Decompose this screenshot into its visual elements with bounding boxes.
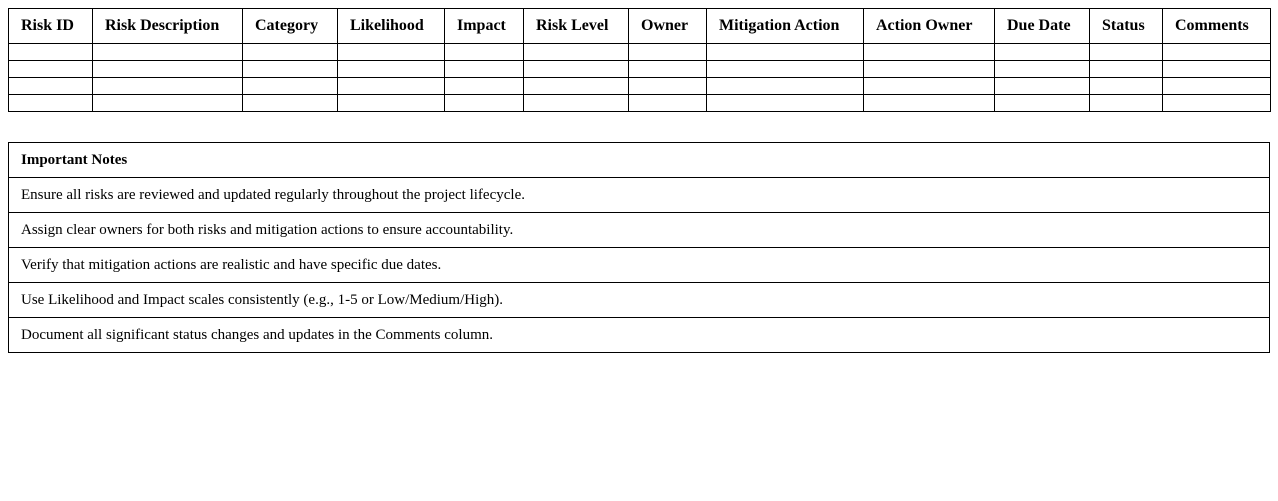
column-header-likelihood: Likelihood (338, 9, 445, 44)
table-cell (9, 44, 93, 61)
table-cell (338, 61, 445, 78)
table-cell (629, 61, 707, 78)
table-cell (1163, 78, 1271, 95)
note-row (9, 318, 1270, 353)
table-cell (93, 44, 243, 61)
table-cell (995, 44, 1090, 61)
table-cell (243, 44, 338, 61)
risk-register-table (8, 8, 1271, 112)
column-header-action-owner: Action Owner (864, 9, 995, 44)
table-cell (707, 44, 864, 61)
table-cell (93, 95, 243, 112)
table-cell (1163, 61, 1271, 78)
note-text: Verify that mitigation actions are realistic and have specific due dates. (9, 248, 1270, 283)
table-row (9, 44, 1271, 61)
note-text: Assign clear owners for both risks and mitigation actions to ensure accountability. (9, 213, 1270, 248)
document-body (8, 8, 1270, 353)
column-header-owner: Owner (629, 9, 707, 44)
important-notes-table (8, 142, 1270, 353)
table-cell (524, 61, 629, 78)
note-row (9, 283, 1270, 318)
table-cell (9, 78, 93, 95)
note-row (9, 213, 1270, 248)
table-cell (1090, 44, 1163, 61)
column-header-risk-id: Risk ID (9, 9, 93, 44)
column-header-risk-description: Risk Description (93, 9, 243, 44)
table-cell (995, 78, 1090, 95)
table-row (9, 61, 1271, 78)
table-row (9, 95, 1271, 112)
table-cell (995, 61, 1090, 78)
table-cell (707, 61, 864, 78)
notes-header-row (9, 143, 1270, 178)
table-cell (864, 95, 995, 112)
note-text: Document all significant status changes and updates in the Comments column. (9, 318, 1270, 353)
table-cell (707, 78, 864, 95)
table-cell (338, 95, 445, 112)
table-cell (9, 95, 93, 112)
table-cell (995, 95, 1090, 112)
table-cell (9, 61, 93, 78)
table-cell (524, 95, 629, 112)
table-cell (1090, 61, 1163, 78)
column-header-comments: Comments (1163, 9, 1271, 44)
table-cell (524, 44, 629, 61)
table-cell (1090, 95, 1163, 112)
column-header-mitigation-action: Mitigation Action (707, 9, 864, 44)
table-cell (629, 95, 707, 112)
table-cell (445, 95, 524, 112)
table-cell (1163, 44, 1271, 61)
table-cell (864, 78, 995, 95)
table-cell (445, 44, 524, 61)
note-row (9, 248, 1270, 283)
column-header-impact: Impact (445, 9, 524, 44)
table-cell (93, 78, 243, 95)
table-cell (707, 95, 864, 112)
table-cell (445, 61, 524, 78)
table-header-row (9, 9, 1271, 44)
column-header-risk-level: Risk Level (524, 9, 629, 44)
note-text: Use Likelihood and Impact scales consistently (e.g., 1-5 or Low/Medium/High). (9, 283, 1270, 318)
table-cell (338, 44, 445, 61)
note-text: Ensure all risks are reviewed and updated regularly throughout the project lifecycle. (9, 178, 1270, 213)
notes-title: Important Notes (9, 143, 1270, 178)
table-cell (864, 44, 995, 61)
table-cell (338, 78, 445, 95)
column-header-status: Status (1090, 9, 1163, 44)
note-row (9, 178, 1270, 213)
table-cell (445, 78, 524, 95)
table-cell (524, 78, 629, 95)
table-cell (864, 61, 995, 78)
table-cell (243, 61, 338, 78)
table-cell (243, 78, 338, 95)
table-cell (629, 44, 707, 61)
table-cell (243, 95, 338, 112)
column-header-category: Category (243, 9, 338, 44)
table-cell (1090, 78, 1163, 95)
table-cell (1163, 95, 1271, 112)
table-cell (93, 61, 243, 78)
table-cell (629, 78, 707, 95)
column-header-due-date: Due Date (995, 9, 1090, 44)
table-row (9, 78, 1271, 95)
